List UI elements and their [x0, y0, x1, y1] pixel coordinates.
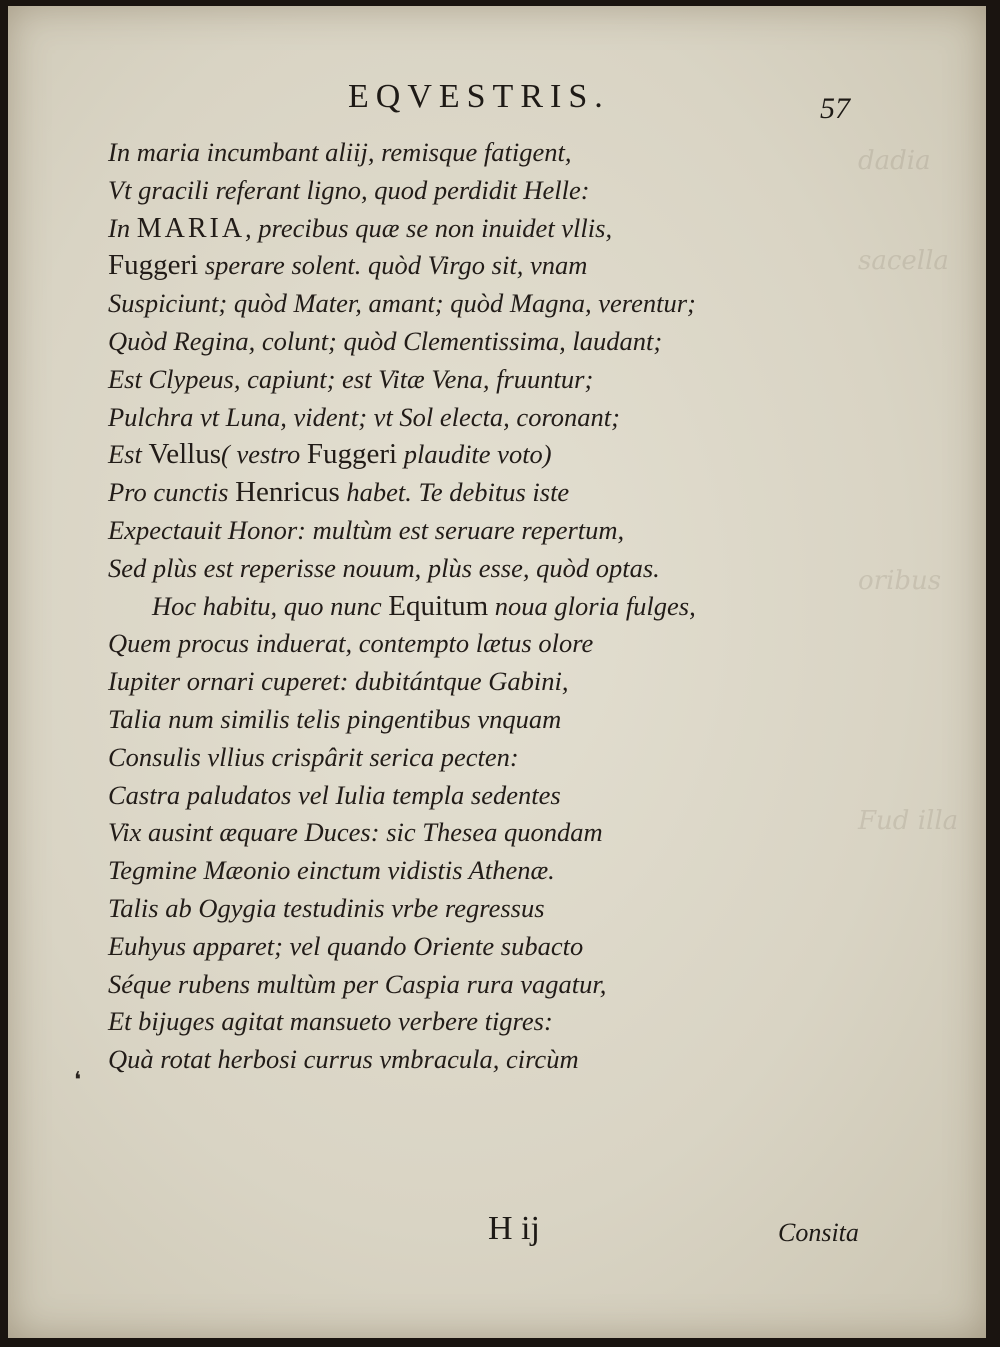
verse-line	[108, 966, 696, 1004]
verse-line	[108, 512, 696, 550]
verse-text: Pro cunctis	[108, 477, 236, 508]
verse-text: Expectauit Honor: multùm est seruare repertum,	[108, 514, 625, 545]
verse-text: Sed plùs est reperisse nouum, plùs esse, quòd optas.	[108, 552, 660, 583]
verse-line	[108, 1003, 696, 1041]
verse-text: Pulchra vt Luna, vident; vt Sol electa, coronant;	[108, 401, 620, 432]
bleed-through-text: dadia	[858, 146, 931, 176]
verse-text: Talis ab Ogygia testudinis vrbe regressus	[108, 892, 545, 923]
verse-text: Séque rubens multùm per Caspia rura vagatur,	[108, 968, 607, 999]
verse-line	[108, 134, 696, 172]
verse-line	[108, 172, 696, 210]
marginal-mark: ❛	[74, 1068, 82, 1093]
bleed-through-text: Fud illa	[858, 806, 959, 836]
verse-line	[108, 285, 696, 323]
signature-mark: H ij	[488, 1210, 540, 1247]
catchword: Consita	[778, 1218, 859, 1247]
verse-text: Quem procus induerat, contempto lætus olore	[108, 628, 594, 659]
verse-text: Talia num similis telis pingentibus vnquam	[108, 703, 562, 734]
verse-text: noua gloria fulges,	[488, 590, 696, 621]
verse-text: , precibus quæ se non inuidet vllis,	[245, 212, 613, 243]
verse-text: Suspiciunt; quòd Mater, amant; quòd Magna, verentur;	[108, 288, 696, 319]
verse-text: Iupiter ornari cuperet: dubitántque Gabini,	[108, 666, 569, 697]
verse-line	[108, 739, 696, 777]
verse-line	[108, 361, 696, 399]
verse-line	[108, 436, 696, 474]
verse-text: Et bijuges agitat mansueto verbere tigres:	[108, 1006, 553, 1037]
proper-name: Henricus	[235, 476, 340, 509]
verse-text: Consulis vllius crispârit serica pecten:	[108, 741, 519, 772]
proper-name: Vellus	[148, 438, 221, 471]
verse-text: Quòd Regina, colunt; quòd Clementissima, laudant;	[108, 325, 663, 356]
proper-name: MARIA	[136, 212, 246, 244]
verse-text: In maria incumbant aliij, remisque fatigent,	[108, 137, 572, 167]
verse-text: Tegmine Mæonio einctum vidistis Athenæ.	[108, 855, 555, 886]
verse-text: In	[108, 212, 137, 243]
verse-text: Est Clypeus, capiunt; est Vitæ Vena, fruuntur;	[108, 363, 594, 394]
verse-text: Vt gracili referant ligno, quod perdidit Helle:	[108, 174, 590, 205]
verse-line	[108, 399, 696, 437]
page-number: 57	[820, 92, 850, 125]
verse-line	[108, 777, 696, 815]
verse-text: Castra paludatos vel Iulia templa sedentes	[108, 779, 561, 810]
verse-line	[108, 701, 696, 739]
verse-line	[108, 550, 696, 588]
verse-block	[108, 134, 696, 1079]
verse-text: sperare solent. quòd Virgo sit, vnam	[198, 250, 588, 281]
verse-line	[108, 247, 696, 285]
proper-name: Equitum	[388, 589, 489, 622]
verse-text: habet. Te debitus iste	[339, 477, 570, 508]
book-page	[8, 6, 986, 1338]
verse-line	[108, 323, 696, 361]
verse-line	[108, 474, 696, 512]
verse-text: Hoc habitu, quo nunc	[152, 590, 389, 621]
verse-line	[108, 625, 696, 663]
verse-line	[108, 890, 696, 928]
verse-line	[108, 852, 696, 890]
verse-line	[108, 928, 696, 966]
verse-line	[108, 814, 696, 852]
verse-text: Vix ausint æquare Duces: sic Thesea quondam	[108, 817, 603, 848]
verse-line	[108, 663, 696, 701]
verse-line	[108, 1041, 696, 1079]
verse-text: ( vestro	[221, 439, 307, 470]
bleed-through-text: sacella	[858, 246, 949, 276]
verse-line	[108, 588, 696, 626]
verse-line	[108, 210, 696, 248]
verse-text: Euhyus apparet; vel quando Oriente subacto	[108, 930, 584, 961]
verse-text: plaudite voto)	[397, 439, 552, 470]
verse-text: Est	[108, 439, 149, 470]
proper-name: Fuggeri	[108, 249, 199, 282]
running-head: EQVESTRIS.	[348, 78, 610, 115]
verse-text: Quà rotat herbosi currus vmbracula, circùm	[108, 1044, 579, 1075]
bleed-through-text: oribus	[858, 566, 942, 596]
proper-name: Fuggeri	[306, 438, 398, 471]
